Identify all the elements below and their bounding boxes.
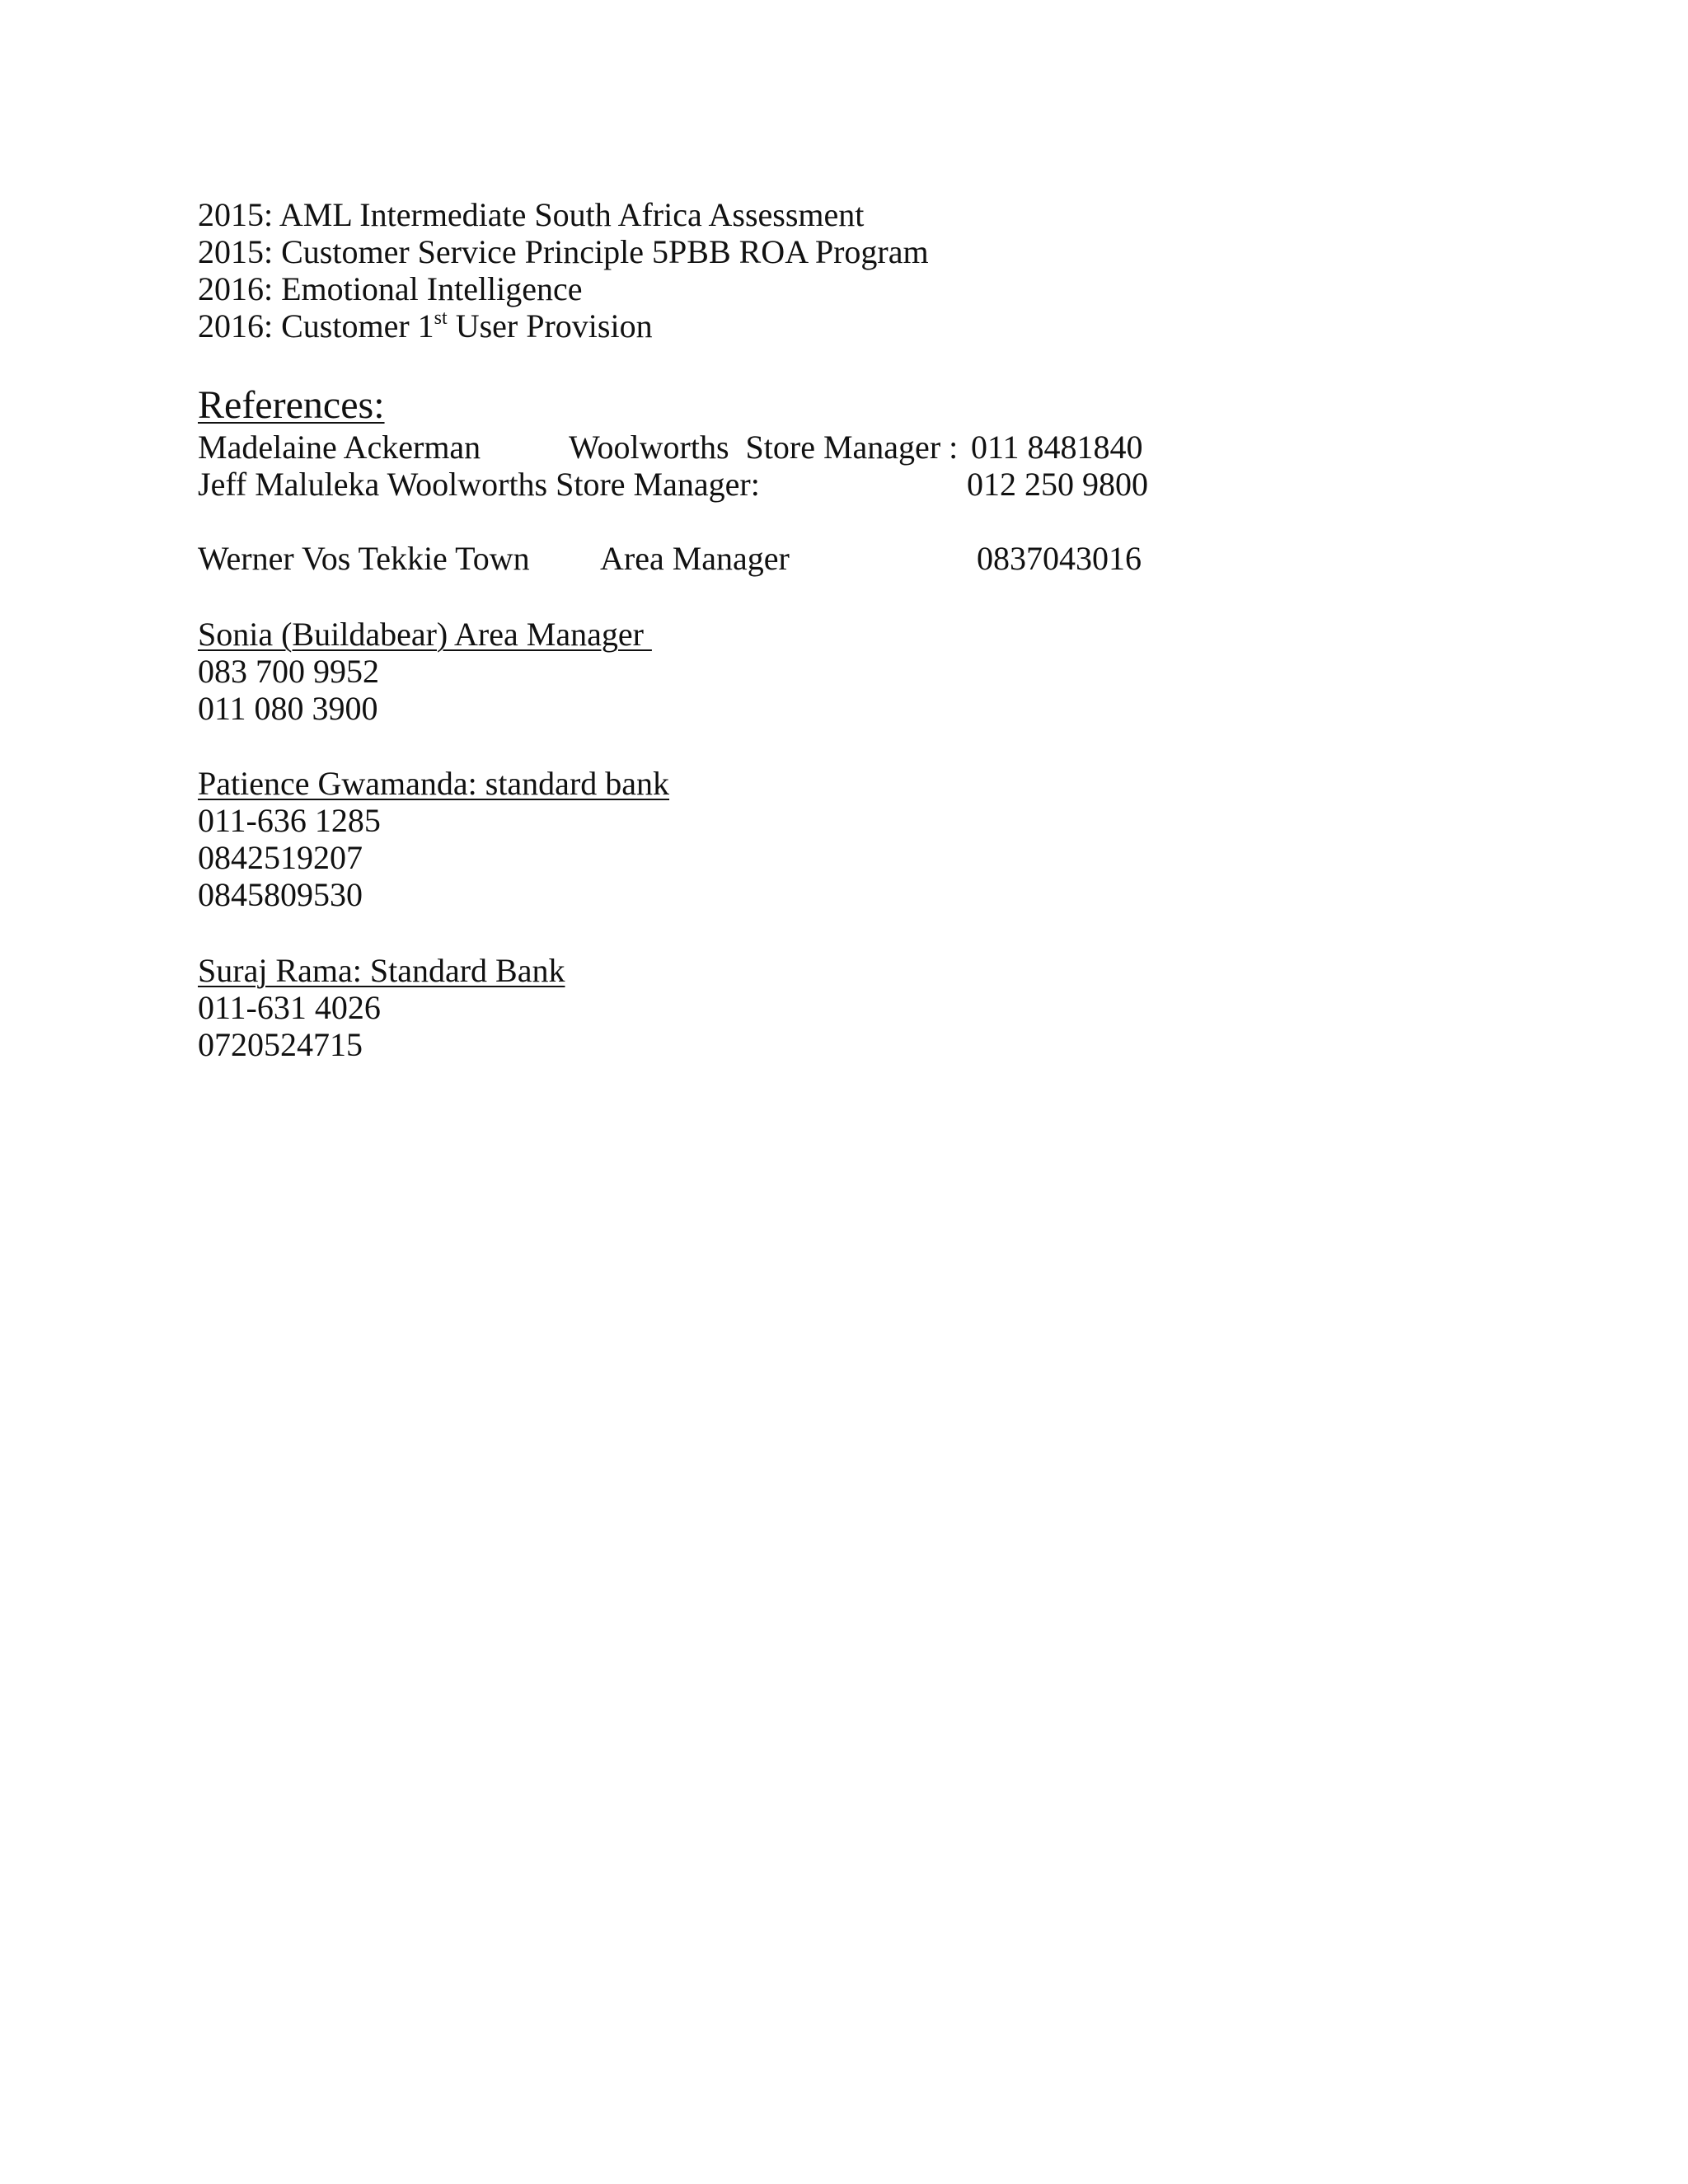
reference-name: Madelaine Ackerman (198, 429, 481, 466)
course-item: 2016: Emotional Intelligence (198, 270, 583, 307)
reference-phone: 011 080 3900 (198, 690, 378, 727)
reference-phone: 011-631 4026 (198, 989, 381, 1026)
reference-role: Area Manager (600, 540, 790, 577)
reference-phone: 0842519207 (198, 839, 363, 876)
reference-phone: 012 250 9800 (967, 466, 1148, 503)
reference-phone: 0837043016 (977, 540, 1142, 577)
reference-phone: 0720524715 (198, 1026, 363, 1063)
course-item: 2015: Customer Service Principle 5PBB ROA Program (198, 233, 929, 270)
reference-phone: 011-636 1285 (198, 802, 381, 839)
reference-title: Sonia (Buildabear) Area Manager (198, 616, 652, 653)
reference-name: Werner Vos Tekkie Town (198, 540, 530, 577)
references-heading: References: (198, 383, 385, 427)
course-item (198, 307, 653, 345)
reference-title: Patience Gwamanda: standard bank (198, 765, 670, 802)
reference-phone: 0845809530 (198, 876, 363, 913)
course-text-suffix: User Provision (447, 307, 653, 344)
reference-role: Woolworths Store Manager : (569, 429, 959, 466)
reference-name-role: Jeff Maluleka Woolworths Store Manager: (198, 466, 760, 503)
course-text: 2016: Customer 1 (198, 307, 434, 344)
course-item: 2015: AML Intermediate South Africa Assessment (198, 196, 865, 233)
reference-phone: 083 700 9952 (198, 653, 379, 690)
reference-phone: 011 8481840 (971, 429, 1143, 466)
reference-title: Suraj Rama: Standard Bank (198, 952, 565, 989)
course-superscript: st (434, 307, 448, 329)
